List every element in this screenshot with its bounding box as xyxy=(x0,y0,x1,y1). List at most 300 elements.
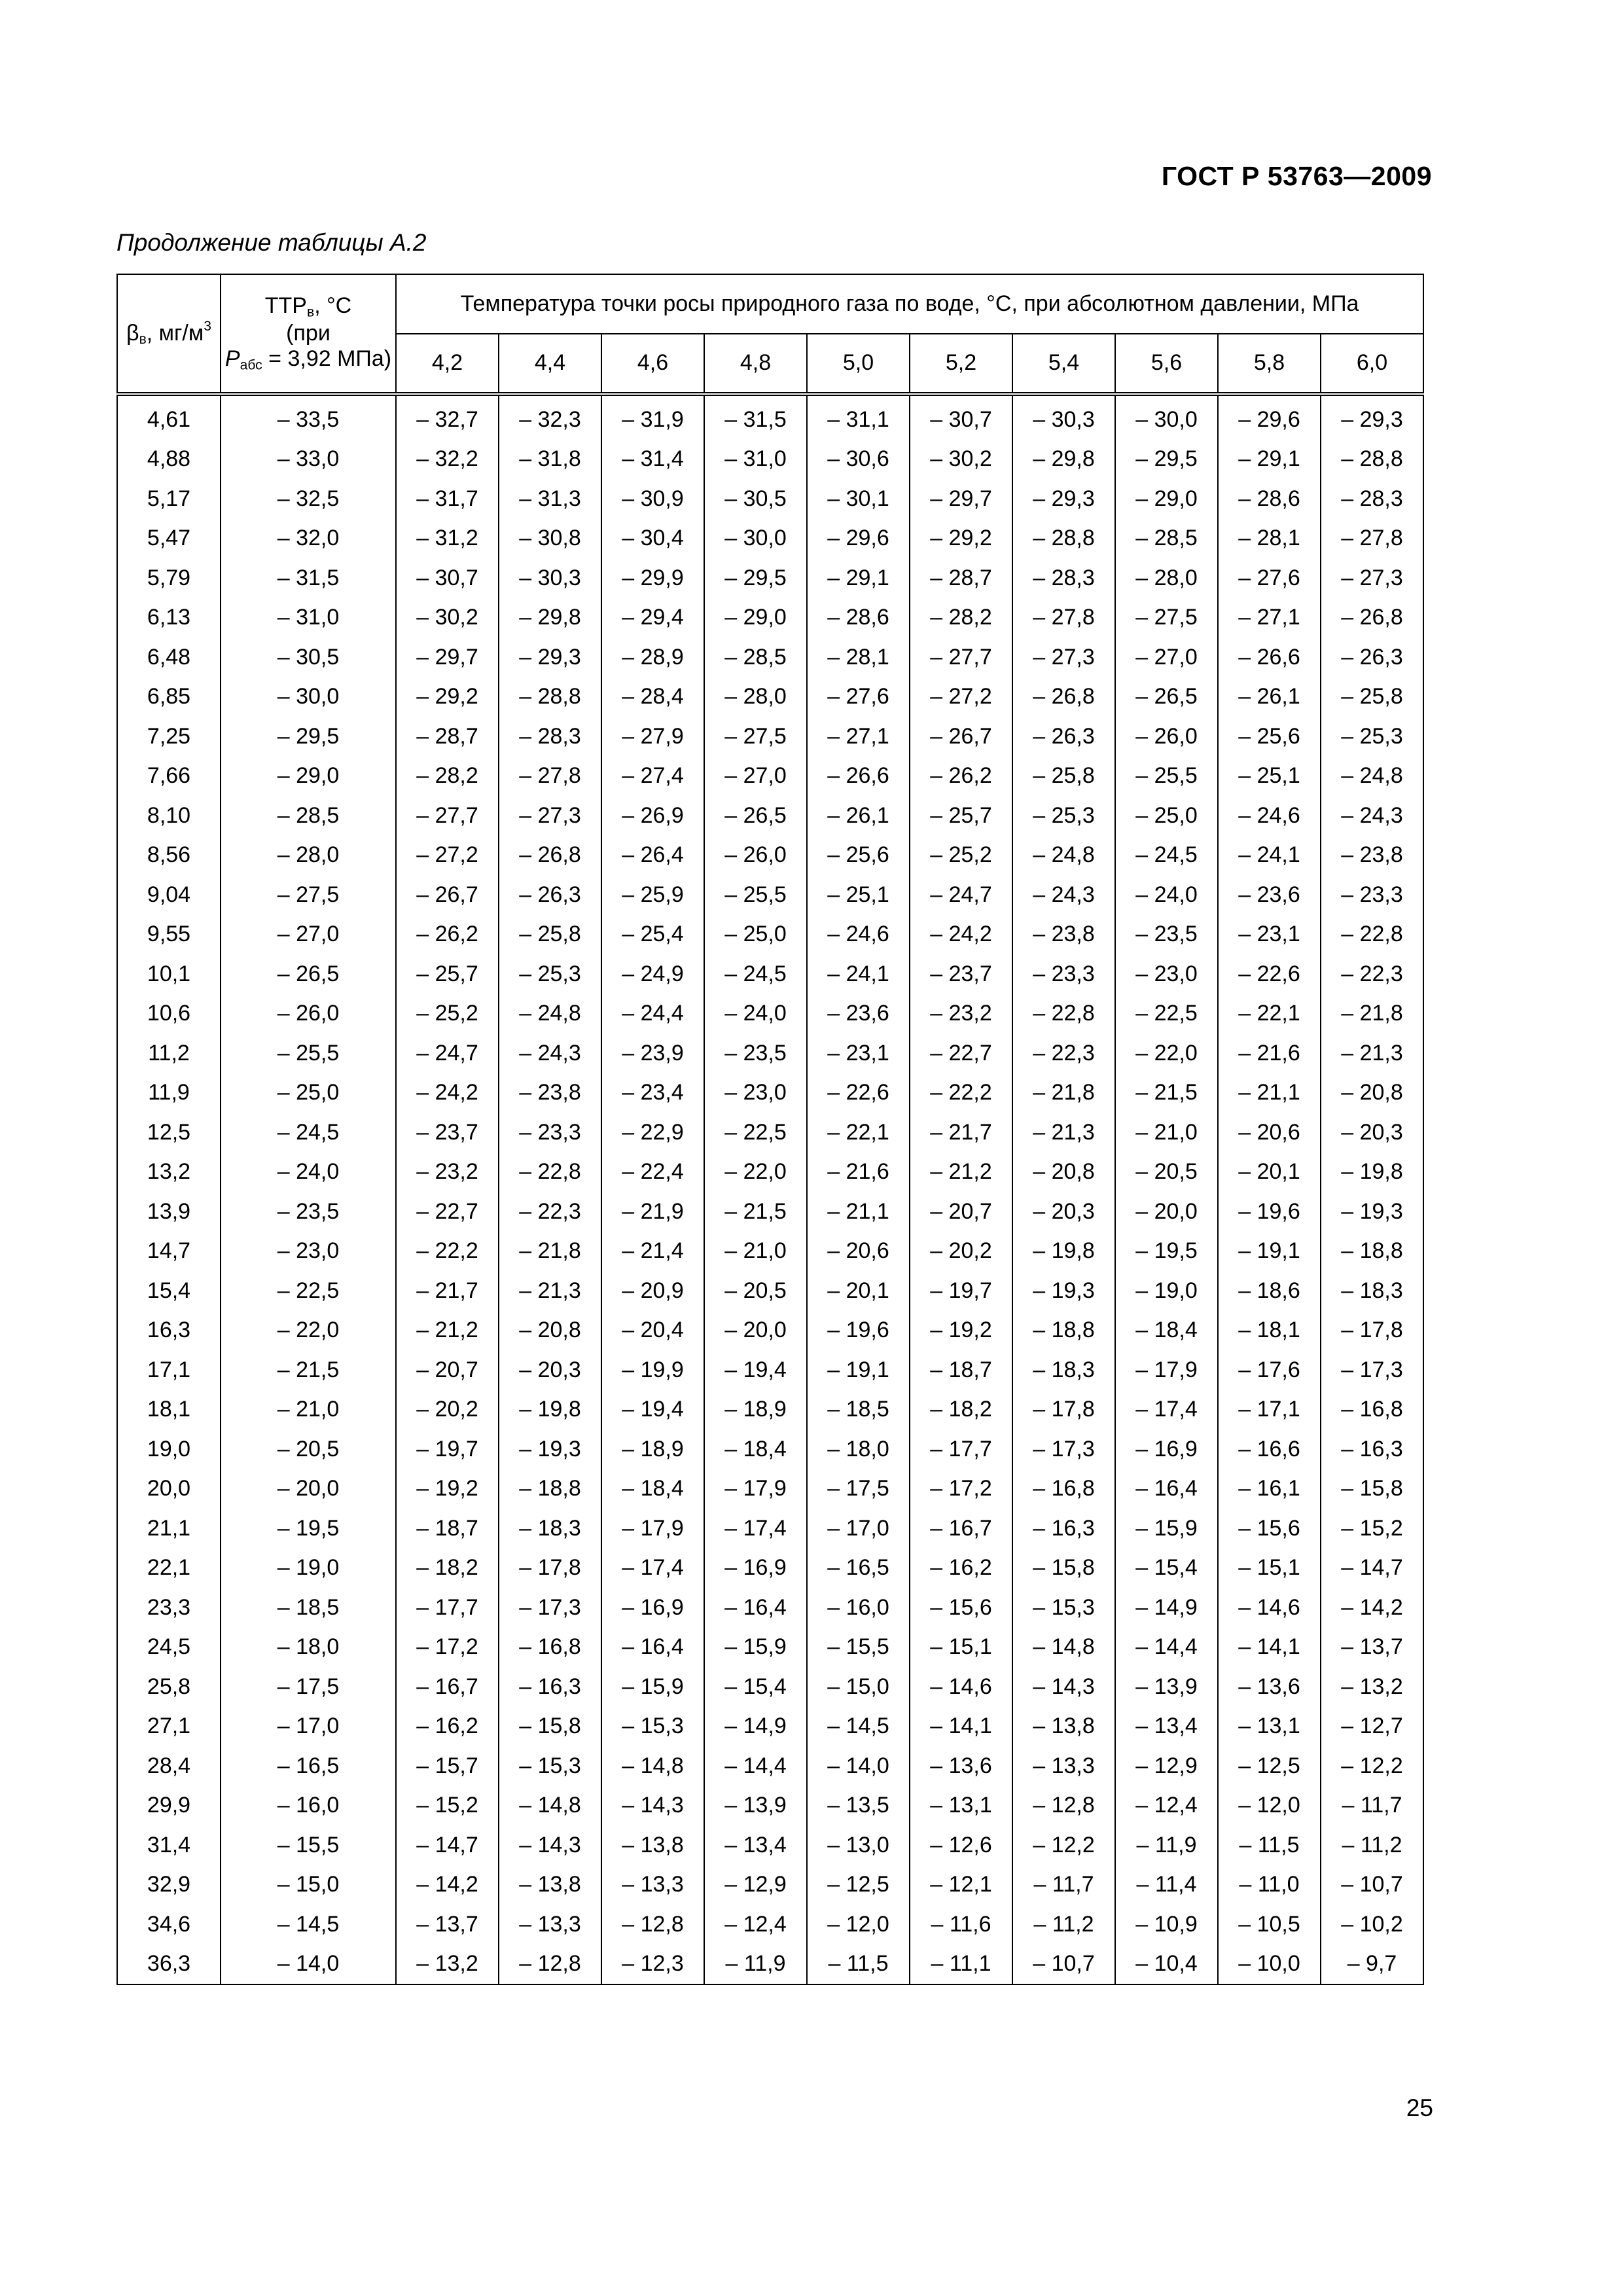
cell-dew-point: – 23,0 xyxy=(704,1073,807,1113)
cell-dew-point: – 14,8 xyxy=(601,1746,704,1786)
cell-dew-point: – 23,6 xyxy=(807,994,910,1034)
table-row xyxy=(117,1825,1423,1865)
cell-dew-point: – 15,1 xyxy=(910,1628,1012,1668)
cell-water-content: 18,1 xyxy=(117,1390,221,1430)
table-row xyxy=(117,1390,1423,1430)
cell-dew-point: – 18,2 xyxy=(910,1390,1012,1430)
cell-dew-point: – 30,2 xyxy=(910,440,1012,480)
cell-dew-point: – 18,7 xyxy=(910,1350,1012,1390)
cell-dew-point: – 15,8 xyxy=(499,1707,601,1747)
cell-ttr: – 19,0 xyxy=(221,1549,396,1588)
cell-dew-point: – 14,8 xyxy=(1012,1628,1115,1668)
cell-dew-point: – 22,7 xyxy=(910,1033,1012,1073)
cell-dew-point: – 13,6 xyxy=(1218,1667,1321,1707)
cell-dew-point: – 22,7 xyxy=(396,1192,499,1232)
cell-ttr: – 20,5 xyxy=(221,1429,396,1469)
cell-dew-point: – 14,3 xyxy=(1012,1667,1115,1707)
cell-dew-point: – 21,4 xyxy=(601,1232,704,1272)
cell-dew-point: – 24,7 xyxy=(910,875,1012,915)
cell-dew-point: – 19,0 xyxy=(1115,1271,1218,1311)
cell-dew-point: – 14,9 xyxy=(704,1707,807,1747)
cell-dew-point: – 31,0 xyxy=(704,440,807,480)
cell-dew-point: – 28,6 xyxy=(807,598,910,638)
cell-dew-point: – 13,5 xyxy=(807,1786,910,1826)
cell-dew-point: – 25,3 xyxy=(1012,796,1115,836)
cell-dew-point: – 19,3 xyxy=(1012,1271,1115,1311)
cell-dew-point: – 23,8 xyxy=(1321,836,1423,876)
cell-dew-point: – 16,3 xyxy=(499,1667,601,1707)
cell-dew-point: – 27,1 xyxy=(1218,598,1321,638)
cell-dew-point: – 23,2 xyxy=(910,994,1012,1034)
cell-dew-point: – 27,1 xyxy=(807,717,910,757)
cell-dew-point: – 19,8 xyxy=(499,1390,601,1430)
cell-dew-point: – 24,6 xyxy=(807,915,910,955)
cell-dew-point: – 13,6 xyxy=(910,1746,1012,1786)
cell-dew-point: – 13,2 xyxy=(1321,1667,1423,1707)
cell-dew-point: – 25,3 xyxy=(499,954,601,994)
cell-dew-point: – 23,8 xyxy=(1012,915,1115,955)
cell-dew-point: – 9,7 xyxy=(1321,1945,1423,1985)
cell-water-content: 6,48 xyxy=(117,637,221,677)
cell-dew-point: – 22,1 xyxy=(1218,994,1321,1034)
cell-dew-point: – 12,8 xyxy=(601,1905,704,1945)
cell-water-content: 5,47 xyxy=(117,519,221,559)
table-row xyxy=(117,717,1423,757)
cell-dew-point: – 10,0 xyxy=(1218,1945,1321,1985)
cell-water-content: 6,85 xyxy=(117,677,221,717)
cell-ttr: – 18,5 xyxy=(221,1588,396,1628)
table-row xyxy=(117,440,1423,480)
cell-water-content: 23,3 xyxy=(117,1588,221,1628)
cell-dew-point: – 20,7 xyxy=(396,1350,499,1390)
cell-water-content: 5,79 xyxy=(117,558,221,598)
cell-dew-point: – 21,8 xyxy=(499,1232,601,1272)
cell-dew-point: – 13,1 xyxy=(1218,1707,1321,1747)
cell-water-content: 19,0 xyxy=(117,1429,221,1469)
cell-water-content: 29,9 xyxy=(117,1786,221,1826)
cell-dew-point: – 12,1 xyxy=(910,1865,1012,1905)
cell-water-content: 24,5 xyxy=(117,1628,221,1668)
cell-dew-point: – 17,9 xyxy=(1115,1350,1218,1390)
cell-dew-point: – 14,4 xyxy=(1115,1628,1218,1668)
cell-dew-point: – 23,1 xyxy=(1218,915,1321,955)
cell-dew-point: – 21,3 xyxy=(499,1271,601,1311)
cell-dew-point: – 13,8 xyxy=(499,1865,601,1905)
cell-dew-point: – 23,6 xyxy=(1218,875,1321,915)
cell-dew-point: – 26,6 xyxy=(1218,637,1321,677)
cell-dew-point: – 13,9 xyxy=(1115,1667,1218,1707)
cell-dew-point: – 11,7 xyxy=(1321,1786,1423,1826)
cell-dew-point: – 31,2 xyxy=(396,519,499,559)
pressure-header: 5,8 xyxy=(1218,334,1321,394)
cell-dew-point: – 27,9 xyxy=(601,717,704,757)
table-caption: Продолжение таблицы А.2 xyxy=(116,229,427,256)
cell-dew-point: – 25,6 xyxy=(807,836,910,876)
cell-dew-point: – 26,1 xyxy=(807,796,910,836)
cell-dew-point: – 15,5 xyxy=(807,1628,910,1668)
cell-dew-point: – 27,3 xyxy=(499,796,601,836)
cell-dew-point: – 20,3 xyxy=(1012,1192,1115,1232)
cell-dew-point: – 14,0 xyxy=(807,1746,910,1786)
cell-dew-point: – 27,3 xyxy=(1012,637,1115,677)
cell-water-content: 16,3 xyxy=(117,1311,221,1351)
cell-dew-point: – 30,0 xyxy=(704,519,807,559)
cell-dew-point: – 12,9 xyxy=(1115,1746,1218,1786)
cell-dew-point: – 28,0 xyxy=(704,677,807,717)
cell-dew-point: – 19,6 xyxy=(1218,1192,1321,1232)
cell-ttr: – 32,5 xyxy=(221,479,396,519)
cell-dew-point: – 12,5 xyxy=(807,1865,910,1905)
cell-dew-point: – 25,1 xyxy=(1218,757,1321,797)
cell-water-content: 7,25 xyxy=(117,717,221,757)
cell-dew-point: – 15,6 xyxy=(910,1588,1012,1628)
cell-dew-point: – 25,0 xyxy=(1115,796,1218,836)
cell-water-content: 17,1 xyxy=(117,1350,221,1390)
cell-dew-point: – 28,5 xyxy=(704,637,807,677)
cell-dew-point: – 12,3 xyxy=(601,1945,704,1985)
cell-ttr: – 28,5 xyxy=(221,796,396,836)
cell-dew-point: – 20,4 xyxy=(601,1311,704,1351)
cell-dew-point: – 15,3 xyxy=(499,1746,601,1786)
cell-dew-point: – 20,5 xyxy=(704,1271,807,1311)
cell-dew-point: – 30,3 xyxy=(1012,394,1115,440)
cell-dew-point: – 18,3 xyxy=(1321,1271,1423,1311)
cell-dew-point: – 27,7 xyxy=(396,796,499,836)
cell-dew-point: – 17,4 xyxy=(1115,1390,1218,1430)
cell-dew-point: – 19,7 xyxy=(396,1429,499,1469)
cell-dew-point: – 27,2 xyxy=(396,836,499,876)
cell-dew-point: – 29,3 xyxy=(1012,479,1115,519)
cell-dew-point: – 13,2 xyxy=(396,1945,499,1985)
cell-dew-point: – 15,8 xyxy=(1321,1469,1423,1509)
cell-ttr: – 27,0 xyxy=(221,915,396,955)
cell-dew-point: – 24,2 xyxy=(396,1073,499,1113)
cell-dew-point: – 26,8 xyxy=(1321,598,1423,638)
cell-dew-point: – 15,9 xyxy=(1115,1509,1218,1549)
cell-dew-point: – 26,9 xyxy=(601,796,704,836)
cell-dew-point: – 23,0 xyxy=(1115,954,1218,994)
cell-ttr: – 15,5 xyxy=(221,1825,396,1865)
cell-dew-point: – 20,2 xyxy=(910,1232,1012,1272)
cell-dew-point: – 25,5 xyxy=(704,875,807,915)
cell-dew-point: – 29,5 xyxy=(1115,440,1218,480)
cell-dew-point: – 22,2 xyxy=(396,1232,499,1272)
cell-dew-point: – 14,1 xyxy=(910,1707,1012,1747)
cell-dew-point: – 25,8 xyxy=(499,915,601,955)
cell-ttr: – 29,5 xyxy=(221,717,396,757)
pressure-header: 5,4 xyxy=(1012,334,1115,394)
cell-dew-point: – 30,0 xyxy=(1115,394,1218,440)
cell-dew-point: – 28,3 xyxy=(499,717,601,757)
cell-dew-point: – 28,7 xyxy=(910,558,1012,598)
cell-dew-point: – 17,8 xyxy=(1012,1390,1115,1430)
cell-dew-point: – 21,3 xyxy=(1321,1033,1423,1073)
cell-ttr: – 30,0 xyxy=(221,677,396,717)
cell-dew-point: – 32,3 xyxy=(499,394,601,440)
table-row xyxy=(117,1153,1423,1193)
cell-dew-point: – 23,7 xyxy=(396,1113,499,1153)
cell-dew-point: – 16,8 xyxy=(499,1628,601,1668)
cell-dew-point: – 23,8 xyxy=(499,1073,601,1113)
cell-dew-point: – 13,4 xyxy=(704,1825,807,1865)
cell-dew-point: – 20,3 xyxy=(1321,1113,1423,1153)
cell-dew-point: – 23,4 xyxy=(601,1073,704,1113)
cell-dew-point: – 26,7 xyxy=(396,875,499,915)
cell-water-content: 14,7 xyxy=(117,1232,221,1272)
cell-ttr: – 22,0 xyxy=(221,1311,396,1351)
cell-dew-point: – 21,6 xyxy=(1218,1033,1321,1073)
cell-dew-point: – 31,3 xyxy=(499,479,601,519)
table-row xyxy=(117,1509,1423,1549)
cell-dew-point: – 17,8 xyxy=(499,1549,601,1588)
table-row xyxy=(117,394,1423,440)
cell-dew-point: – 20,2 xyxy=(396,1390,499,1430)
table-row xyxy=(117,1033,1423,1073)
cell-dew-point: – 29,7 xyxy=(396,637,499,677)
cell-dew-point: – 26,0 xyxy=(704,836,807,876)
cell-dew-point: – 22,8 xyxy=(499,1153,601,1193)
cell-dew-point: – 20,0 xyxy=(1115,1192,1218,1232)
cell-dew-point: – 29,8 xyxy=(499,598,601,638)
cell-dew-point: – 15,6 xyxy=(1218,1509,1321,1549)
cell-dew-point: – 18,4 xyxy=(601,1469,704,1509)
cell-dew-point: – 22,3 xyxy=(1012,1033,1115,1073)
cell-dew-point: – 18,4 xyxy=(1115,1311,1218,1351)
cell-dew-point: – 24,8 xyxy=(1012,836,1115,876)
cell-dew-point: – 14,1 xyxy=(1218,1628,1321,1668)
cell-dew-point: – 28,2 xyxy=(396,757,499,797)
table-row xyxy=(117,915,1423,955)
cell-dew-point: – 19,1 xyxy=(807,1350,910,1390)
cell-dew-point: – 29,9 xyxy=(601,558,704,598)
cell-dew-point: – 12,4 xyxy=(1115,1786,1218,1826)
cell-dew-point: – 22,4 xyxy=(601,1153,704,1193)
table-row xyxy=(117,677,1423,717)
cell-dew-point: – 16,9 xyxy=(601,1588,704,1628)
pressure-header: 5,2 xyxy=(910,334,1012,394)
cell-dew-point: – 28,2 xyxy=(910,598,1012,638)
cell-dew-point: – 30,3 xyxy=(499,558,601,598)
cell-water-content: 32,9 xyxy=(117,1865,221,1905)
table-row xyxy=(117,1311,1423,1351)
cell-water-content: 8,56 xyxy=(117,836,221,876)
cell-dew-point: – 24,1 xyxy=(807,954,910,994)
cell-dew-point: – 18,3 xyxy=(499,1509,601,1549)
cell-dew-point: – 22,2 xyxy=(910,1073,1012,1113)
cell-dew-point: – 19,1 xyxy=(1218,1232,1321,1272)
cell-dew-point: – 15,3 xyxy=(1012,1588,1115,1628)
cell-dew-point: – 25,9 xyxy=(601,875,704,915)
cell-dew-point: – 18,3 xyxy=(1012,1350,1115,1390)
cell-dew-point: – 25,4 xyxy=(601,915,704,955)
cell-dew-point: – 27,0 xyxy=(1115,637,1218,677)
cell-dew-point: – 18,1 xyxy=(1218,1311,1321,1351)
cell-dew-point: – 23,5 xyxy=(1115,915,1218,955)
cell-ttr: – 32,0 xyxy=(221,519,396,559)
cell-ttr: – 31,0 xyxy=(221,598,396,638)
cell-dew-point: – 19,4 xyxy=(601,1390,704,1430)
cell-dew-point: – 22,3 xyxy=(1321,954,1423,994)
page-number: 25 xyxy=(1406,2094,1433,2121)
cell-dew-point: – 16,2 xyxy=(396,1707,499,1747)
cell-dew-point: – 10,2 xyxy=(1321,1905,1423,1945)
cell-water-content: 13,2 xyxy=(117,1153,221,1193)
cell-dew-point: – 21,5 xyxy=(704,1192,807,1232)
cell-dew-point: – 19,2 xyxy=(396,1469,499,1509)
cell-dew-point: – 20,8 xyxy=(499,1311,601,1351)
cell-dew-point: – 29,0 xyxy=(1115,479,1218,519)
cell-dew-point: – 26,3 xyxy=(499,875,601,915)
table-row xyxy=(117,637,1423,677)
cell-water-content: 31,4 xyxy=(117,1825,221,1865)
cell-dew-point: – 16,8 xyxy=(1012,1469,1115,1509)
cell-ttr: – 26,0 xyxy=(221,994,396,1034)
cell-dew-point: – 17,2 xyxy=(396,1628,499,1668)
cell-dew-point: – 18,2 xyxy=(396,1549,499,1588)
cell-dew-point: – 24,9 xyxy=(601,954,704,994)
cell-water-content: 22,1 xyxy=(117,1549,221,1588)
cell-dew-point: – 19,8 xyxy=(1012,1232,1115,1272)
cell-dew-point: – 29,6 xyxy=(1218,394,1321,440)
cell-dew-point: – 21,0 xyxy=(704,1232,807,1272)
cell-dew-point: – 17,5 xyxy=(807,1469,910,1509)
cell-dew-point: – 13,0 xyxy=(807,1825,910,1865)
cell-dew-point: – 27,5 xyxy=(704,717,807,757)
cell-dew-point: – 16,7 xyxy=(396,1667,499,1707)
cell-water-content: 20,0 xyxy=(117,1469,221,1509)
cell-dew-point: – 10,9 xyxy=(1115,1905,1218,1945)
cell-ttr: – 29,0 xyxy=(221,757,396,797)
cell-dew-point: – 21,2 xyxy=(396,1311,499,1351)
pressure-header: 5,0 xyxy=(807,334,910,394)
cell-dew-point: – 27,6 xyxy=(807,677,910,717)
cell-ttr: – 25,5 xyxy=(221,1033,396,1073)
cell-water-content: 4,88 xyxy=(117,440,221,480)
cell-ttr: – 18,0 xyxy=(221,1628,396,1668)
cell-ttr: – 23,5 xyxy=(221,1192,396,1232)
cell-dew-point: – 12,4 xyxy=(704,1905,807,1945)
table-row xyxy=(117,1271,1423,1311)
table-row xyxy=(117,1707,1423,1747)
cell-dew-point: – 30,8 xyxy=(499,519,601,559)
table-row xyxy=(117,1073,1423,1113)
cell-dew-point: – 20,6 xyxy=(1218,1113,1321,1153)
cell-dew-point: – 26,2 xyxy=(396,915,499,955)
cell-water-content: 8,10 xyxy=(117,796,221,836)
cell-dew-point: – 30,6 xyxy=(807,440,910,480)
cell-dew-point: – 27,8 xyxy=(499,757,601,797)
cell-dew-point: – 11,2 xyxy=(1321,1825,1423,1865)
cell-dew-point: – 25,2 xyxy=(910,836,1012,876)
table-row xyxy=(117,1945,1423,1985)
cell-dew-point: – 16,4 xyxy=(704,1588,807,1628)
cell-dew-point: – 29,1 xyxy=(807,558,910,598)
cell-dew-point: – 20,3 xyxy=(499,1350,601,1390)
cell-dew-point: – 14,3 xyxy=(499,1825,601,1865)
cell-ttr: – 16,5 xyxy=(221,1746,396,1786)
header-ttr: $ТТР_в$, °С (при $Р_{абс} = 3,92$ МПа) xyxy=(221,274,396,394)
cell-dew-point: – 25,7 xyxy=(396,954,499,994)
cell-water-content: 9,04 xyxy=(117,875,221,915)
cell-dew-point: – 21,0 xyxy=(1115,1113,1218,1153)
cell-dew-point: – 23,5 xyxy=(704,1033,807,1073)
table-row xyxy=(117,1786,1423,1826)
pressure-header: 4,8 xyxy=(704,334,807,394)
cell-dew-point: – 15,4 xyxy=(704,1667,807,1707)
cell-dew-point: – 21,1 xyxy=(807,1192,910,1232)
cell-dew-point: – 24,6 xyxy=(1218,796,1321,836)
cell-dew-point: – 13,4 xyxy=(1115,1707,1218,1747)
cell-dew-point: – 13,9 xyxy=(704,1786,807,1826)
cell-ttr: – 22,5 xyxy=(221,1271,396,1311)
cell-dew-point: – 12,0 xyxy=(807,1905,910,1945)
cell-dew-point: – 12,5 xyxy=(1218,1746,1321,1786)
cell-dew-point: – 18,4 xyxy=(704,1429,807,1469)
cell-dew-point: – 25,2 xyxy=(396,994,499,1034)
cell-dew-point: – 19,2 xyxy=(910,1311,1012,1351)
cell-dew-point: – 24,1 xyxy=(1218,836,1321,876)
cell-dew-point: – 31,1 xyxy=(807,394,910,440)
cell-dew-point: – 21,6 xyxy=(807,1153,910,1193)
cell-dew-point: – 17,4 xyxy=(704,1509,807,1549)
cell-dew-point: – 28,8 xyxy=(1321,440,1423,480)
dew-point-table xyxy=(116,274,1424,1985)
cell-dew-point: – 18,6 xyxy=(1218,1271,1321,1311)
cell-dew-point: – 13,1 xyxy=(910,1786,1012,1826)
cell-dew-point: – 28,3 xyxy=(1321,479,1423,519)
cell-dew-point: – 26,0 xyxy=(1115,717,1218,757)
cell-dew-point: – 15,0 xyxy=(807,1667,910,1707)
cell-dew-point: – 14,3 xyxy=(601,1786,704,1826)
cell-dew-point: – 23,3 xyxy=(499,1113,601,1153)
cell-water-content: 5,17 xyxy=(117,479,221,519)
cell-dew-point: – 26,6 xyxy=(807,757,910,797)
cell-ttr: – 21,5 xyxy=(221,1350,396,1390)
cell-dew-point: – 20,7 xyxy=(910,1192,1012,1232)
cell-dew-point: – 22,1 xyxy=(807,1113,910,1153)
cell-dew-point: – 11,4 xyxy=(1115,1865,1218,1905)
cell-dew-point: – 18,0 xyxy=(807,1429,910,1469)
cell-dew-point: – 13,3 xyxy=(499,1905,601,1945)
cell-dew-point: – 14,7 xyxy=(396,1825,499,1865)
cell-dew-point: – 17,3 xyxy=(499,1588,601,1628)
cell-dew-point: – 17,9 xyxy=(704,1469,807,1509)
cell-dew-point: – 29,6 xyxy=(807,519,910,559)
cell-dew-point: – 10,7 xyxy=(1012,1945,1115,1985)
table-row xyxy=(117,1628,1423,1668)
cell-dew-point: – 26,2 xyxy=(910,757,1012,797)
cell-dew-point: – 29,2 xyxy=(396,677,499,717)
cell-dew-point: – 17,0 xyxy=(807,1509,910,1549)
table-row xyxy=(117,796,1423,836)
cell-ttr: – 26,5 xyxy=(221,954,396,994)
cell-dew-point: – 13,7 xyxy=(396,1905,499,1945)
cell-dew-point: – 20,0 xyxy=(704,1311,807,1351)
cell-ttr: – 19,5 xyxy=(221,1509,396,1549)
cell-dew-point: – 16,7 xyxy=(910,1509,1012,1549)
document-code: ГОСТ Р 53763—2009 xyxy=(1161,161,1432,191)
cell-dew-point: – 22,8 xyxy=(1012,994,1115,1034)
cell-dew-point: – 17,4 xyxy=(601,1549,704,1588)
cell-dew-point: – 19,4 xyxy=(704,1350,807,1390)
table-row xyxy=(117,1588,1423,1628)
cell-dew-point: – 29,2 xyxy=(910,519,1012,559)
cell-dew-point: – 15,8 xyxy=(1012,1549,1115,1588)
cell-water-content: 6,13 xyxy=(117,598,221,638)
cell-dew-point: – 17,2 xyxy=(910,1469,1012,1509)
cell-dew-point: – 22,8 xyxy=(1321,915,1423,955)
cell-dew-point: – 24,3 xyxy=(1012,875,1115,915)
